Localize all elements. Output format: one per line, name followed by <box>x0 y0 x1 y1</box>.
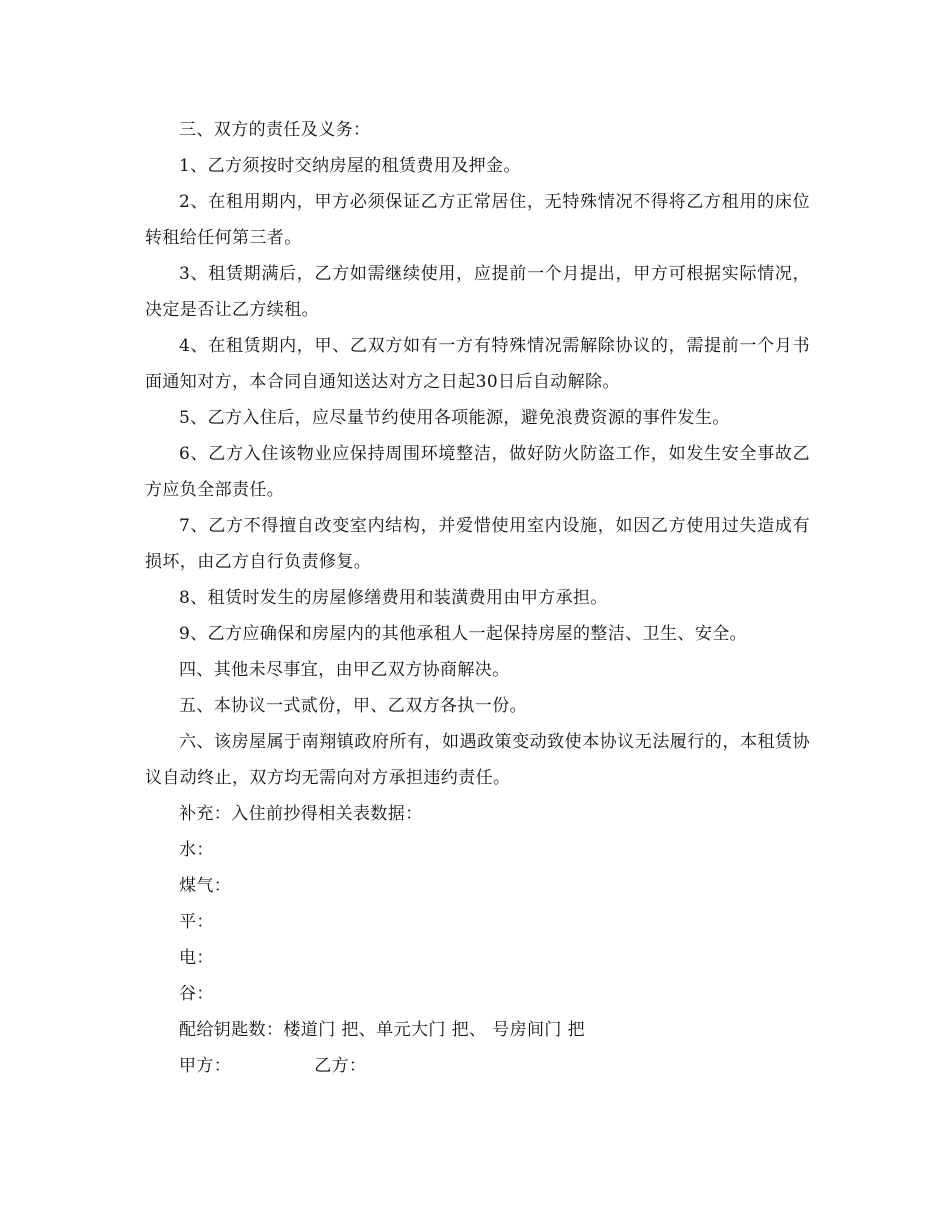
meter-electric: 电： <box>179 948 214 968</box>
clause-6: 6、乙方入住该物业应保持周围环境整洁，做好防火防盗工作，如发生安全事故乙方应负全部责任。 <box>145 444 810 500</box>
section-copies: 五、本协议一式贰份，甲、乙双方各执一份。 <box>179 696 527 716</box>
party-a-label: 甲方： <box>179 1056 232 1076</box>
meter-gas: 煤气： <box>179 876 232 896</box>
clause-1: 1、乙方须按时交纳房屋的租赁费用及押金。 <box>179 156 521 176</box>
signature-row <box>145 1048 810 1084</box>
clause-7: 7、乙方不得擅自改变室内结构，并爱惜使用室内设施，如因乙方使用过失造成有损坏，由乙方自行负责修复。 <box>145 516 810 572</box>
key-allocation: 配给钥匙数：楼道门 把、单元大门 把、 号房间门 把 <box>179 1020 586 1040</box>
party-b-label: 乙方： <box>314 1056 367 1076</box>
clause-3: 3、租赁期满后，乙方如需继续使用，应提前一个月提出，甲方可根据实际情况，决定是否让乙方续租。 <box>145 264 810 320</box>
section-other-matters: 四、其他未尽事宜，由甲乙双方协商解决。 <box>179 660 510 680</box>
section-ownership: 六、该房屋属于南翔镇政府所有，如遇政策变动致使本协议无法履行的，本租赁协议自动终止，双方均无需向对方承担违约责任。 <box>145 732 810 788</box>
supplement-heading: 补充：入住前抄得相关表数据： <box>179 804 423 824</box>
meter-flat: 平： <box>179 912 214 932</box>
section-heading-responsibilities: 三、双方的责任及义务： <box>179 120 371 140</box>
clause-4: 4、在租赁期内，甲、乙双方如有一方有特殊情况需解除协议的，需提前一个月书面通知对方，本合同自通知送达对方之日起30日后自动解除。 <box>145 336 810 392</box>
clause-2: 2、在租用期内，甲方必须保证乙方正常居住，无特殊情况不得将乙方租用的床位转租给任何第三者。 <box>145 192 810 248</box>
clause-8: 8、租赁时发生的房屋修缮费用和装潢费用由甲方承担。 <box>179 588 608 608</box>
clause-9: 9、乙方应确保和房屋内的其他承租人一起保持房屋的整洁、卫生、安全。 <box>179 624 748 644</box>
document-body <box>145 112 810 1084</box>
clause-5: 5、乙方入住后，应尽量节约使用各项能源，避免浪费资源的事件发生。 <box>179 408 730 428</box>
meter-water: 水： <box>179 840 214 860</box>
meter-valley: 谷： <box>179 984 214 1004</box>
